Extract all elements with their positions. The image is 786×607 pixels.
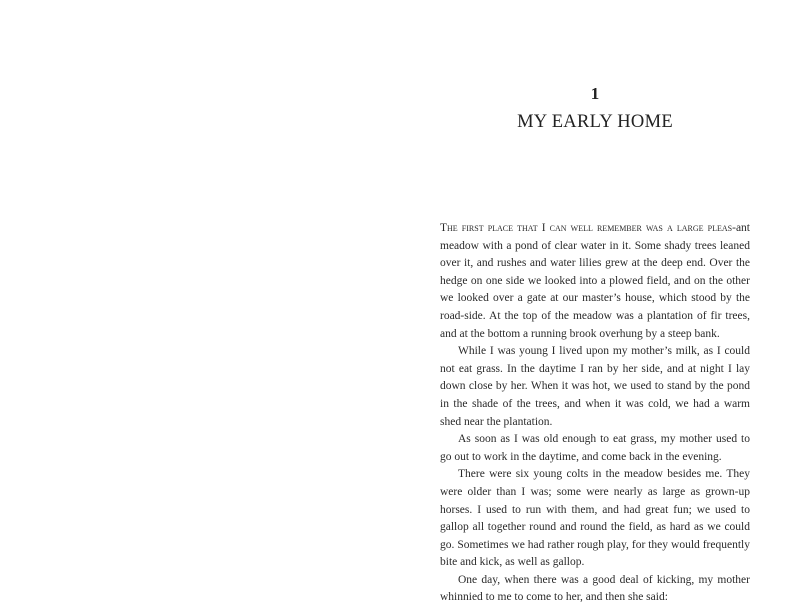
chapter-number: 1 (590, 84, 600, 103)
chapter-body (440, 220, 750, 607)
opening-small-caps: The first place that I can well remember was a large pleas- (440, 222, 736, 234)
paragraph-2: While I was young I lived upon my mother’s milk, as I could not eat grass. In the daytime I ran by her side, and at night I lay down close by her. When it was hot, we used to stand by the pond in the shade of the trees, and when it was cold, we had a warm shed near the plantation. (440, 345, 750, 428)
paragraph-5: One day, when there was a good deal of kicking, my mother whinnied to me to come to her, and then she said: (440, 573, 750, 604)
chapter-title: MY EARLY HOME (517, 112, 673, 132)
paragraph-1-text: ant meadow with a pond of clear water in it. Some shady trees leaned over it, and rushes and water lilies grew at the deep end. Over the hedge on one side we looked into a plowed field, and on the other we looked over a gate at our master’s house, which stood by the road-side. At the top of the meadow was a plantation of fir trees, and at the bottom a running brook overhung by a steep bank. (440, 222, 750, 340)
paragraph-3: As soon as I was old enough to eat grass, my mother used to go out to work in the daytime, and come back in the evening. (440, 433, 750, 463)
paragraph-1 (440, 220, 750, 343)
paragraph-4: There were six young colts in the meadow besides me. They were older than I was; some were nearly as large as grown-up horses. I used to run with them, and had great fun; we used to gallop all together round and round the field, as hard as we could go. Sometimes we had rather rough play, for they would frequently bite and kick, as well as gallop. (440, 468, 750, 569)
